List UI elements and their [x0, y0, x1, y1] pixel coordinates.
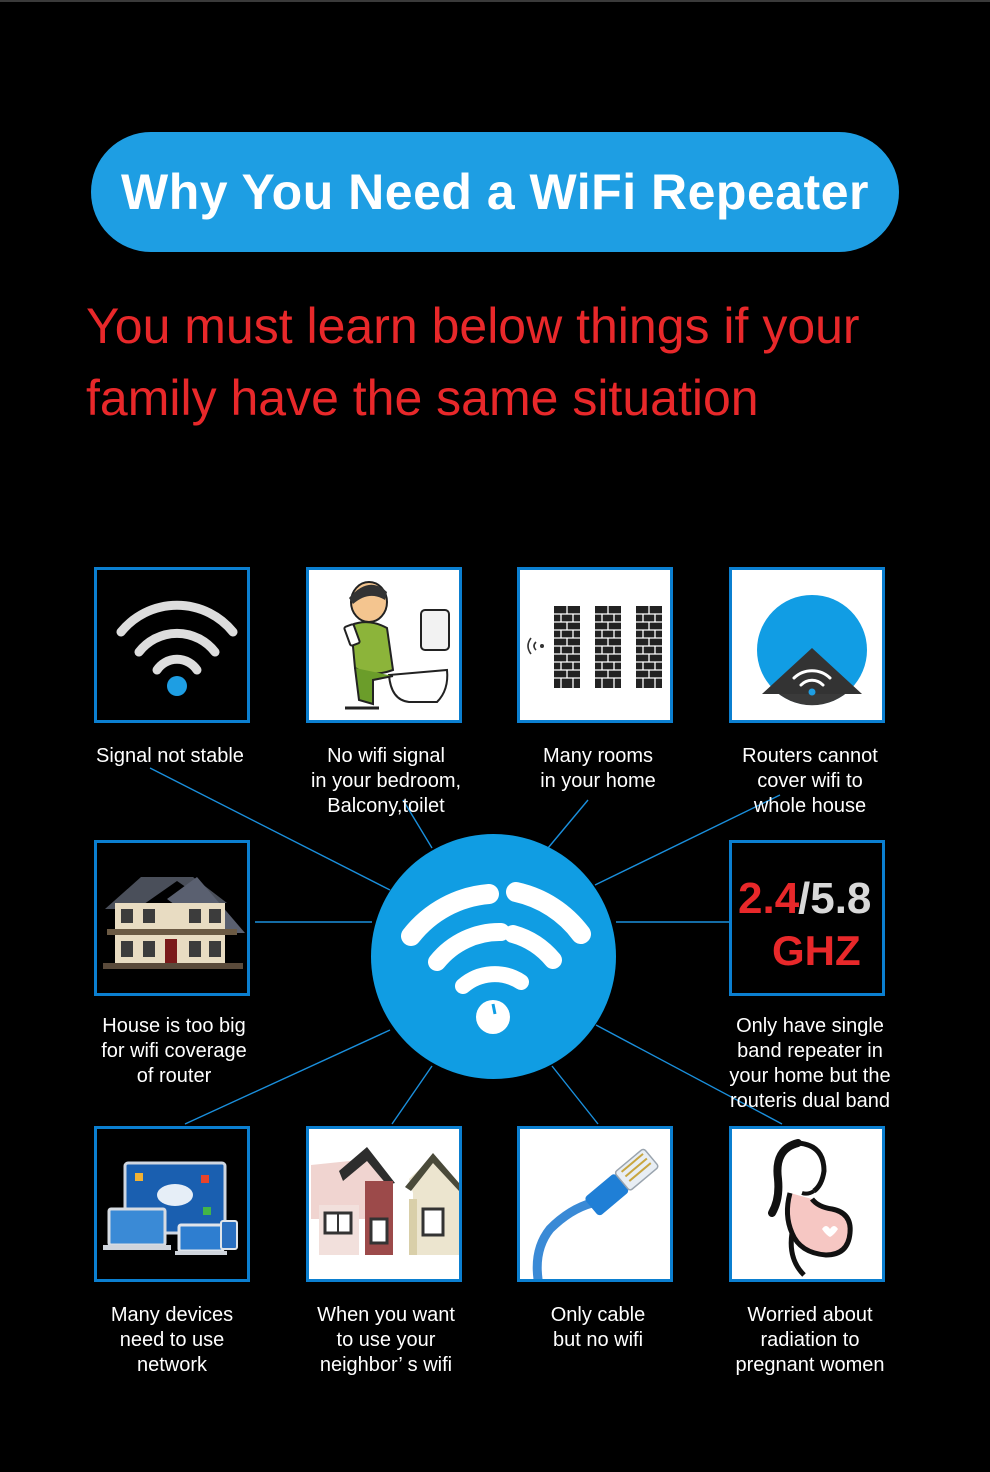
dual-band-icon	[732, 843, 882, 993]
band-freq-b: /5.8	[798, 874, 872, 923]
label-line: in your bedroom,	[310, 770, 462, 792]
band-unit: GHZ	[772, 927, 861, 974]
label-line: Only have single	[736, 1015, 884, 1037]
label-signal-not-stable	[60, 744, 280, 769]
neighbor-houses-icon	[309, 1129, 459, 1279]
page-title: Why You Need a WiFi Repeater	[121, 164, 869, 220]
label-many-devices	[62, 1303, 282, 1378]
wifi-signal-icon	[97, 570, 247, 720]
label-no-wifi-bedroom	[276, 744, 496, 819]
label-neighbor-wifi	[276, 1303, 496, 1378]
tile-pregnant-women	[729, 1126, 885, 1282]
subtitle-line-2: family have the same situation	[86, 370, 759, 426]
tile-many-devices	[94, 1126, 250, 1282]
label-line: in your home	[540, 770, 656, 792]
tile-signal-not-stable	[94, 567, 250, 723]
label-router-coverage	[700, 744, 920, 819]
multiple-devices-icon	[97, 1129, 247, 1279]
tile-router-coverage	[729, 567, 885, 723]
label-line: pregnant women	[735, 1354, 885, 1376]
ethernet-cable-icon	[520, 1129, 670, 1279]
label-cable-no-wifi	[488, 1303, 708, 1353]
central-wifi-icon	[371, 834, 616, 1079]
label-many-rooms	[488, 744, 708, 794]
label-line: Balcony,toilet	[327, 795, 445, 817]
tile-many-rooms	[517, 567, 673, 723]
label-line: Only cable	[550, 1304, 646, 1326]
label-line: radiation to	[760, 1329, 860, 1351]
label-dual-band	[700, 1014, 920, 1114]
label-line: Many rooms	[542, 745, 654, 767]
label-pregnant-women	[700, 1303, 920, 1378]
tile-big-house	[94, 840, 250, 996]
label-line: but no wifi	[552, 1329, 644, 1351]
tile-dual-band	[729, 840, 885, 996]
label-line: band repeater in	[737, 1040, 883, 1062]
band-freq-a: 2.4	[738, 874, 800, 923]
label-big-house	[64, 1014, 284, 1089]
man-on-toilet-icon	[309, 570, 459, 720]
router-coverage-icon	[732, 570, 882, 720]
pregnant-woman-icon	[732, 1129, 882, 1279]
tile-neighbor-wifi	[306, 1126, 462, 1282]
label-line: whole house	[753, 795, 867, 817]
tile-no-wifi-bedroom	[306, 567, 462, 723]
big-house-icon	[97, 843, 247, 993]
label-line: your home but the	[729, 1065, 891, 1087]
label-line: No wifi signal	[327, 745, 445, 767]
label-line: Routers cannot	[742, 745, 878, 767]
label-line: routeris dual band	[729, 1090, 891, 1112]
label-line: of router	[136, 1065, 212, 1087]
label-line: cover wifi to	[757, 770, 863, 792]
label-line: Signal not stable	[96, 745, 244, 767]
label-line: Worried about	[747, 1304, 873, 1326]
label-line: House is too big	[102, 1015, 246, 1037]
label-line: to use your	[336, 1329, 436, 1351]
subtitle-line-1: You must learn below things if your	[86, 298, 860, 354]
label-line: for wifi coverage	[101, 1040, 247, 1062]
label-line: Many devices	[110, 1304, 234, 1326]
label-line: network	[136, 1354, 208, 1376]
label-line: need to use	[119, 1329, 225, 1351]
label-line: neighbor’ s wifi	[319, 1354, 453, 1376]
brick-walls-icon	[520, 570, 670, 720]
label-line: When you want	[317, 1304, 455, 1326]
tile-cable-no-wifi	[517, 1126, 673, 1282]
